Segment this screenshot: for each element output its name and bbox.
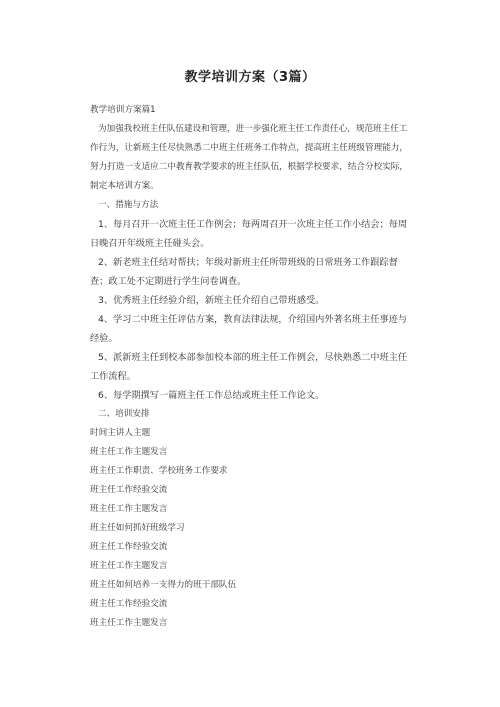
section-heading-measures: 一、措施与方法 — [98, 200, 159, 210]
intro-paragraph: 为加强我校班主任队伍建设和管理，进一步强化班主任工作责任心，规范班主任工作行为，让新班主任尽快熟悉二中班主任班务工作特点，提高班主任班级管理能力，努力打造一支适应二中教育教学要求的班主任队伍，根据学校要求，结合分校实际，制定本培训方案。 — [90, 124, 408, 191]
measure-item: 5、派新班主任到校本部参加校本部的班主任工作例会，尽快熟悉二中班主任工作流程。 — [90, 352, 408, 382]
measure-item: 2、新老班主任结对帮扶；年级对新班主任所带班级的日常班务工作跟踪督查；政工处不定期进行学生问卷调查。 — [90, 257, 398, 287]
document-title: 教学培训方案（3篇） — [184, 70, 316, 85]
article-heading: 教学培训方案篇1 — [90, 105, 156, 115]
measure-item: 3、优秀班主任经验介绍，新班主任介绍自己带班感受。 — [98, 295, 325, 306]
schedule-item: 班主任工作职责、学校班务工作要求 — [90, 466, 228, 476]
document-body — [90, 101, 408, 633]
measure-item: 4、学习二中班主任评估方案，教育法律法规，介绍国内外著名班主任事迹与经验。 — [90, 314, 408, 344]
measure-item: 1、每月召开一次班主任工作例会；每两周召开一次班主任工作小结会；每周日晚召开年级班主任碰头会。 — [90, 219, 408, 249]
schedule-item: 班主任如何培养一支得力的班干部队伍 — [90, 580, 237, 590]
schedule-item: 班主任工作经验交流 — [90, 542, 168, 552]
schedule-item: 班主任工作经验交流 — [90, 485, 168, 495]
schedule-item: 班主任工作主题发言 — [90, 447, 168, 457]
schedule-item: 班主任工作主题发言 — [90, 504, 168, 514]
schedule-item: 班主任工作主题发言 — [90, 618, 168, 628]
measure-item: 6、每学期撰写一篇班主任工作总结或班主任工作论文。 — [98, 390, 325, 401]
schedule-item: 班主任如何抓好班级学习 — [90, 523, 185, 533]
schedule-header: 时间主讲人主题 — [90, 428, 151, 438]
schedule-item: 班主任工作经验交流 — [90, 599, 168, 609]
schedule-item: 班主任工作主题发言 — [90, 561, 168, 571]
section-heading-schedule: 二、培训安排 — [98, 409, 150, 419]
